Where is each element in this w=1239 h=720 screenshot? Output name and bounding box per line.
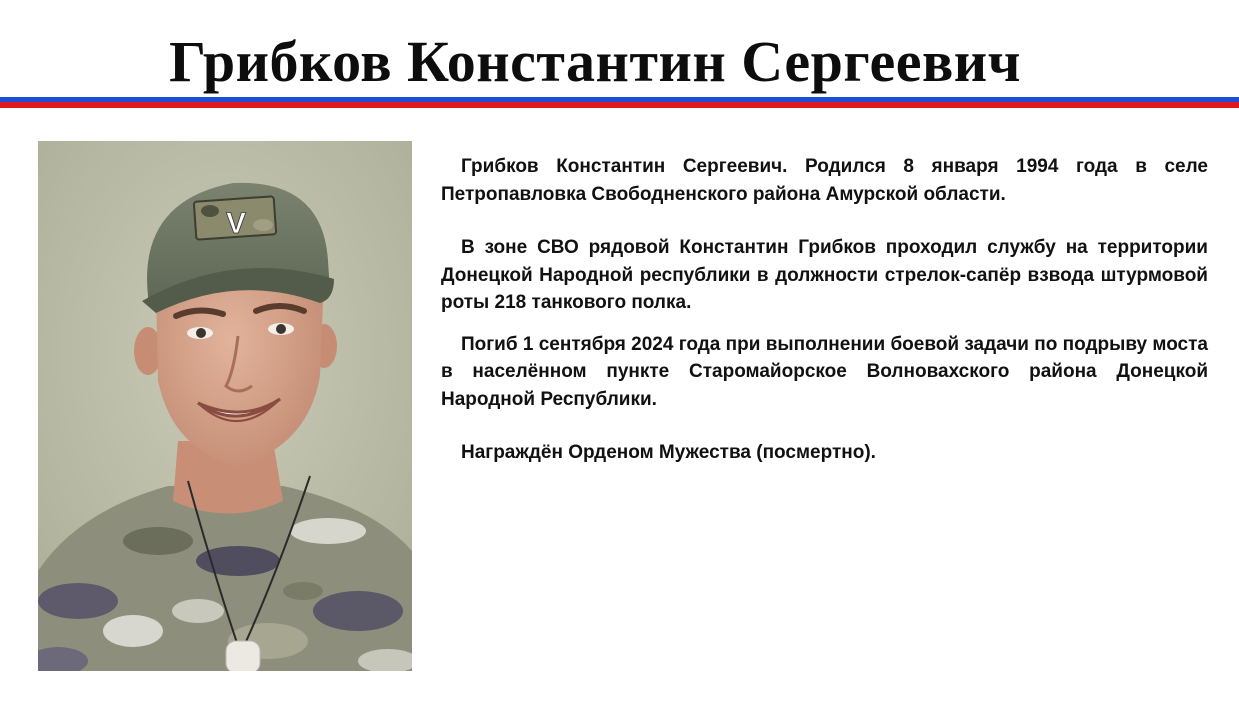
bio-paragraph-award: Награждён Орденом Мужества (посмертно). [461,442,876,463]
cap-badge-letter: V [225,207,247,240]
biography [441,153,1208,467]
bio-paragraph-death: Погиб 1 сентября 2024 года при выполнении боевой задачи по подрыву моста в населённом пункте Старомайорское Волновахского района Донецкой Народной Республики. [441,333,1208,410]
bio-paragraph-birth: Грибков Константин Сергеевич. Родился 8 января 1994 года в селе Петропавловка Свободненского района Амурской области. [441,156,1208,205]
portrait-photo [38,141,412,671]
bio-paragraph-service: В зоне СВО рядовой Константин Грибков проходил службу на территории Донецкой Народной республики в должности стрелок-сапёр взвода штурмовой роты 218 танкового полка. [441,237,1208,313]
page-title: Грибков Константин Сергеевич [169,29,1021,94]
flag-stripe-red [0,102,1239,108]
